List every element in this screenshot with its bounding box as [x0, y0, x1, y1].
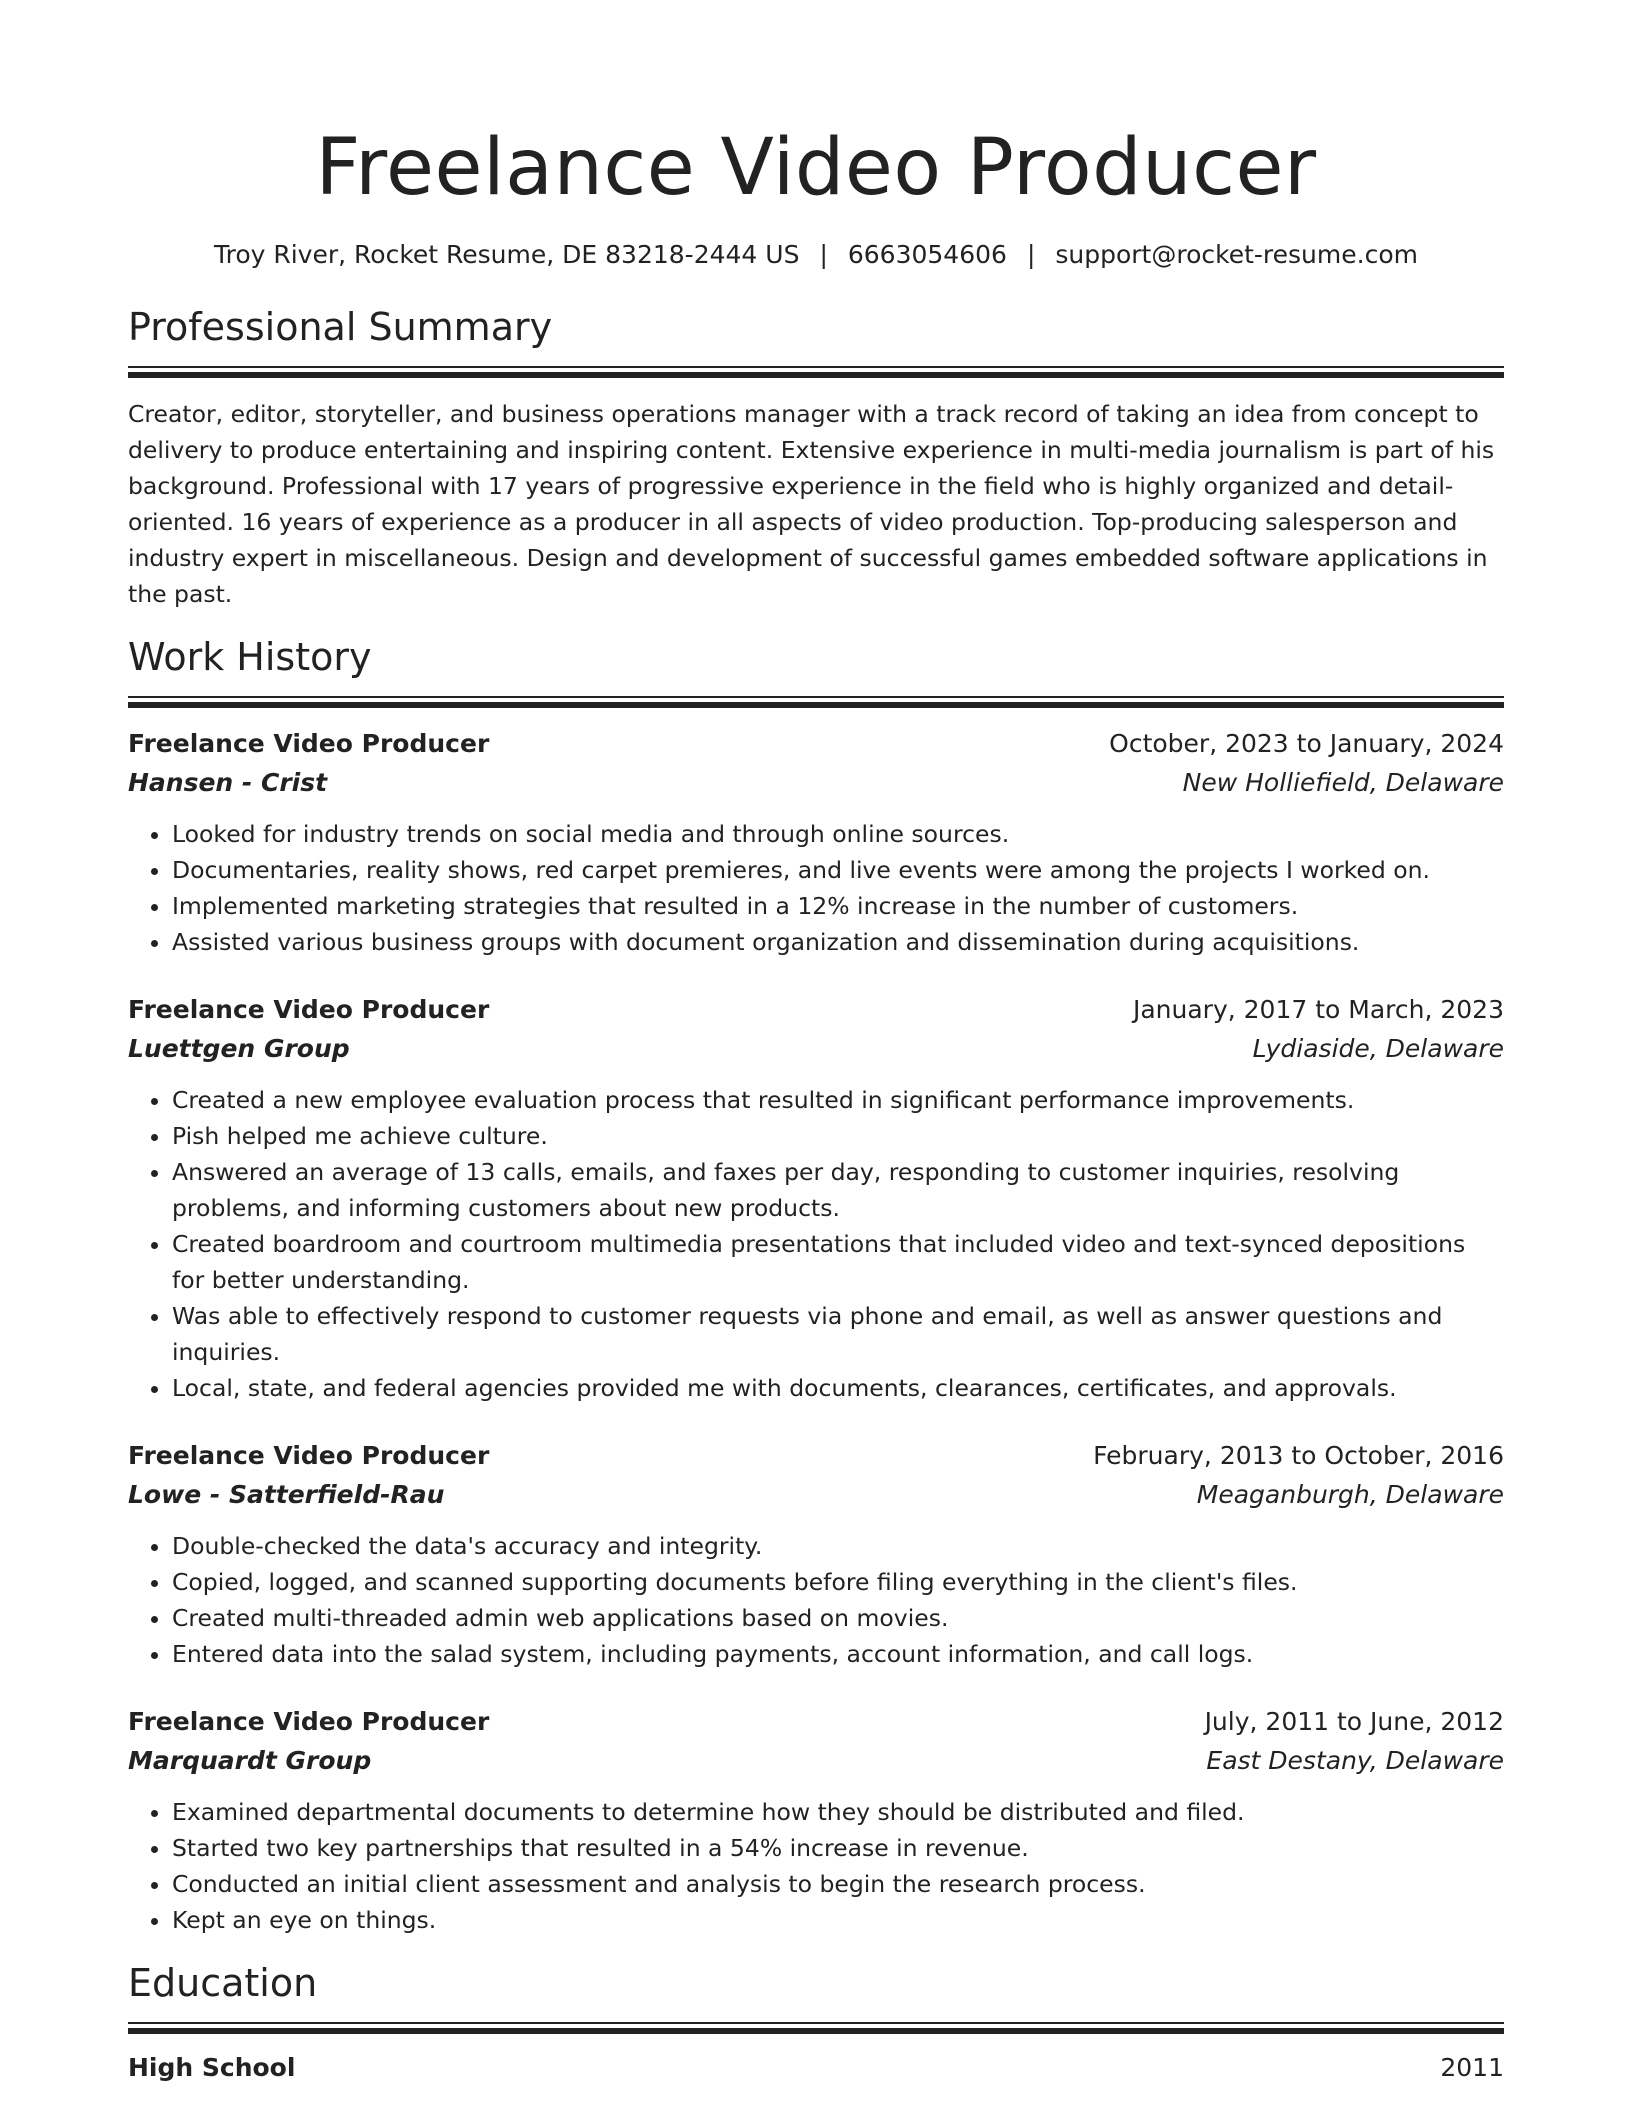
- job-bullets: [128, 1082, 1504, 1406]
- education-entry: [128, 2050, 1504, 2086]
- education-degree: High School: [128, 2053, 296, 2082]
- job-bullets: [128, 1528, 1504, 1672]
- job-bullet: • Created a new employee evaluation process that resulted in significant performance improvements.: [172, 1082, 1504, 1118]
- job-entry: [128, 1702, 1504, 1938]
- job-bullet: • Kept an eye on things.: [172, 1902, 1504, 1938]
- section-divider: [128, 366, 1504, 378]
- job-location: East Destany, Delaware: [1206, 1746, 1504, 1775]
- job-dates: January, 2017 to March, 2023: [1132, 995, 1504, 1024]
- job-bullet: • Assisted various business groups with document organization and dissemination during acquisitions.: [172, 924, 1504, 960]
- job-bullet: • Was able to effectively respond to customer requests via phone and email, as well as answer questions and inquiries.: [172, 1298, 1504, 1370]
- job-bullet: • Created multi-threaded admin web applications based on movies.: [172, 1600, 1504, 1636]
- job-bullet: • Double-checked the data's accuracy and integrity.: [172, 1528, 1504, 1564]
- summary-text: Creator, editor, storyteller, and business operations manager with a track record of taking an idea from concept to delivery to produce entertaining and inspiring content. Extensive experience in multi-media journalism is part of his background. Professional with 17 years of progressive experience in the field who is highly organized and detail-oriented. 16 years of experience as a producer in all aspects of video production. Top-producing salesperson and industry expert in miscellaneous. Design and development of successful games embedded software applications in the past.: [128, 400, 1495, 608]
- job-company: Lowe - Satterfield-Rau: [128, 1480, 445, 1509]
- job-title: Freelance Video Producer: [128, 1441, 490, 1470]
- job-subheader: [128, 763, 1504, 802]
- job-location: New Holliefield, Delaware: [1182, 768, 1504, 797]
- job-bullet: • Pish helped me achieve culture.: [172, 1118, 1504, 1154]
- job-bullets: [128, 816, 1504, 960]
- job-bullets: [128, 1794, 1504, 1938]
- job-bullet: • Looked for industry trends on social media and through online sources.: [172, 816, 1504, 852]
- contact-phone[interactable]: 6663054606: [847, 240, 1007, 269]
- section-heading-summary: Professional Summary: [128, 305, 553, 349]
- job-header: [128, 1702, 1504, 1741]
- job-company: Marquardt Group: [128, 1746, 372, 1775]
- job-entry: [128, 724, 1504, 960]
- job-entry: [128, 1436, 1504, 1672]
- job-subheader: [128, 1029, 1504, 1068]
- job-header: [128, 1436, 1504, 1475]
- job-company: Luettgen Group: [128, 1034, 350, 1063]
- job-title: Freelance Video Producer: [128, 729, 490, 758]
- job-bullet: • Answered an average of 13 calls, emails, and faxes per day, responding to customer inquiries, resolving problems, and informing customers about new products.: [172, 1154, 1504, 1226]
- job-bullet: • Copied, logged, and scanned supporting documents before filing everything in the client's files.: [172, 1564, 1504, 1600]
- job-bullet: • Started two key partnerships that resulted in a 54% increase in revenue.: [172, 1830, 1504, 1866]
- job-title: Freelance Video Producer: [128, 1707, 490, 1736]
- job-subheader: [128, 1475, 1504, 1514]
- job-bullet: • Implemented marketing strategies that resulted in a 12% increase in the number of customers.: [172, 888, 1504, 924]
- education-year: 2011: [1440, 2053, 1504, 2082]
- job-bullet: • Examined departmental documents to determine how they should be distributed and filed.: [172, 1794, 1504, 1830]
- job-dates: July, 2011 to June, 2012: [1204, 1707, 1504, 1736]
- job-location: Meaganburgh, Delaware: [1196, 1480, 1504, 1509]
- contact-separator: |: [1026, 240, 1036, 269]
- job-bullet: • Local, state, and federal agencies provided me with documents, clearances, certificates, and approvals.: [172, 1370, 1504, 1406]
- job-title: Freelance Video Producer: [128, 995, 490, 1024]
- job-bullet: • Entered data into the salad system, including payments, account information, and call logs.: [172, 1636, 1504, 1672]
- job-company: Hansen - Crist: [128, 768, 328, 797]
- resume-title: Freelance Video Producer: [315, 123, 1317, 213]
- education-section: [128, 1958, 1504, 2086]
- job-bullet: • Conducted an initial client assessment and analysis to begin the research process.: [172, 1866, 1504, 1902]
- section-divider: [128, 2022, 1504, 2034]
- contact-address: Troy River, Rocket Resume, DE 83218-2444 US: [214, 240, 800, 269]
- contact-separator: |: [819, 240, 828, 269]
- job-entry: [128, 990, 1504, 1406]
- job-bullet: • Documentaries, reality shows, red carpet premieres, and live events were among the projects I worked on.: [172, 852, 1504, 888]
- contact-email[interactable]: support@rocket-resume.com: [1055, 240, 1418, 269]
- section-divider: [128, 696, 1504, 708]
- work-history-section: [128, 632, 1504, 1938]
- job-dates: October, 2023 to January, 2024: [1109, 729, 1504, 758]
- job-dates: February, 2013 to October, 2016: [1093, 1441, 1504, 1470]
- contact-line: [128, 238, 1504, 272]
- section-heading-work-history: Work History: [128, 635, 372, 679]
- job-location: Lydiaside, Delaware: [1252, 1034, 1504, 1063]
- job-bullet: • Created boardroom and courtroom multimedia presentations that included video and text-synced depositions for better understanding.: [172, 1226, 1504, 1298]
- job-header: [128, 724, 1504, 763]
- job-header: [128, 990, 1504, 1029]
- summary-section: [128, 302, 1504, 612]
- job-subheader: [128, 1741, 1504, 1780]
- section-heading-education: Education: [128, 1961, 318, 2005]
